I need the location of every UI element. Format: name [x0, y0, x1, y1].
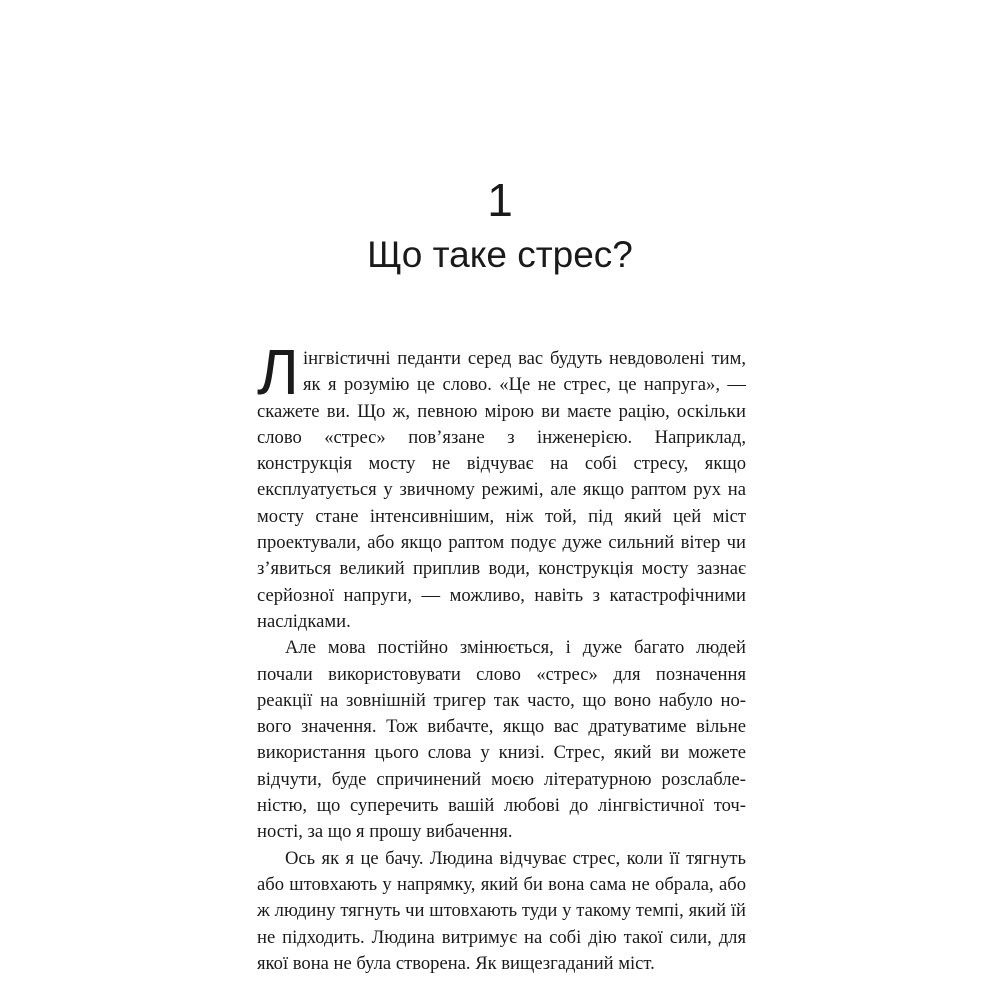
chapter-body [257, 336, 746, 977]
paragraph-3: Ось як я це бачу. Людина відчуває стрес, коли її тягнуть або штовхають у напрямку, який би вона сама не обрала, або ж людину тягнуть чи штовхають туди у такому темпі, який їй не підходить. Людина витримує на собі дію такої сили, для якої вона не була створена. Як вищезгаданий міст. [257, 847, 746, 974]
paragraph-2: Але мова постійно змінюється, і дуже багато людей почали використовувати слово «стрес» для позначення реакції на зовнішній тригер так часто, що воно набуло нового значення. Тож вибачте, якщо вас дратуватиме вільне використання цього слова у книзі. Стрес, який ви можете відчути, буде спричинений моєю літературною розслабленістю, що суперечить вашій любові до лінгвістичної точності, за що я прошу вибачення. [257, 637, 746, 843]
paragraph-1 [257, 336, 746, 635]
chapter-number: 1 [487, 174, 513, 226]
chapter-title: Що таке стрес? [367, 234, 633, 275]
paragraph-1-text: інгвістичні педанти серед вас будуть невдоволені тим, як я розумію це слово. «Це не стрес, це напруга», — скажете ви. Що ж, певною мірою ви маєте рацію, оскільки слово «стрес» пов’язане з інженерією. Наприклад, конструкція мосту не відчуває на собі стресу, якщо експлуатується у звичному режимі, але якщо раптом рух на мосту стане інтенсивнішим, ніж той, під який цей міст проектували, або якщо раптом подує дуже сильний вітер чи з’явиться великий приплив води, конструкція мосту зазнає серйозної напруги, — можливо, навіть з катастрофічними наслідками. [257, 348, 746, 632]
drop-cap: Л [257, 336, 299, 408]
